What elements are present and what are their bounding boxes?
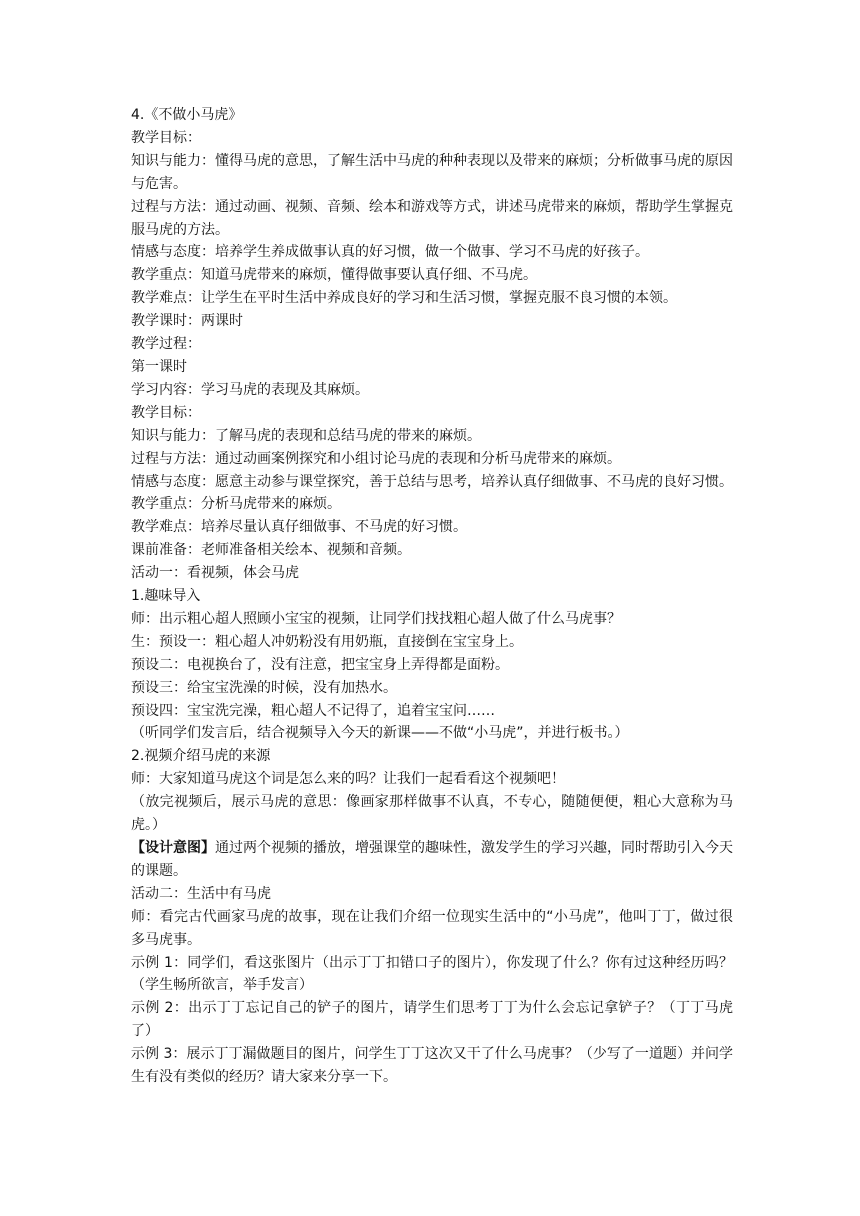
paragraph: 预设三：给宝宝洗澡的时候，没有加热水。 [131, 679, 397, 696]
paragraph-group-main [131, 104, 733, 837]
paragraph: 1.趣味导入 [131, 588, 201, 605]
design-intent-tag: 【设计意图】 [131, 840, 215, 856]
paragraph: 师：出示粗心超人照顾小宝宝的视频，让同学们找找粗心超人做了什么马虎事？ [131, 610, 621, 627]
paragraph: 示例 1：同学们，看这张图片（出示丁丁扣错口子的图片），你发现了什么？你有过这种经历吗？（学生畅所欲言，举手发言） [131, 954, 733, 994]
paragraph: 2.视频介绍马虎的来源 [131, 748, 271, 765]
paragraph: 活动一：看视频，体会马虎 [131, 565, 299, 582]
paragraph: 情感与态度：愿意主动参与课堂探究，善于总结与思考，培养认真仔细做事、不马虎的良好习惯。 [131, 473, 733, 490]
paragraph: 知识与能力：懂得马虎的意思，了解生活中马虎的种种表现以及带来的麻烦；分析做事马虎的原因与危害。 [131, 152, 733, 192]
paragraph: （听同学们发言后，结合视频导入今天的新课——不做“小马虎”，并进行板书。） [131, 725, 629, 742]
paragraph: 生：预设一：粗心超人冲奶粉没有用奶瓶，直接倒在宝宝身上。 [131, 633, 523, 650]
paragraph: 教学目标： [131, 404, 201, 421]
document-page [131, 104, 733, 1089]
paragraph: 过程与方法：通过动画、视频、音频、绘本和游戏等方式，讲述马虎带来的麻烦，帮助学生掌握克服马虎的方法。 [131, 198, 733, 238]
paragraph: 师：大家知道马虎这个词是怎么来的吗？让我们一起看看这个视频吧！ [131, 771, 565, 788]
paragraph: 活动二：生活中有马虎 [131, 885, 271, 902]
design-intent-text: 通过两个视频的播放，增强课堂的趣味性，激发学生的学习兴趣，同时帮助引入今天的课题。 [131, 840, 733, 879]
paragraph: 学习内容：学习马虎的表现及其麻烦。 [131, 381, 369, 398]
paragraph: 教学过程： [131, 336, 201, 353]
design-intent-paragraph [131, 837, 733, 883]
paragraph: 4.《不做小马虎》 [131, 107, 243, 123]
paragraph: 教学课时：两课时 [131, 313, 243, 330]
paragraph: 知识与能力：了解马虎的表现和总结马虎的带来的麻烦。 [131, 427, 481, 444]
paragraph-group-activity-two [131, 883, 733, 1089]
paragraph: 第一课时 [131, 358, 187, 375]
paragraph: 示例 3：展示丁丁漏做题目的图片，问学生丁丁这次又干了什么马虎事？（少写了一道题）并问学生有没有类似的经历？请大家来分享一下。 [131, 1046, 733, 1086]
paragraph: 教学目标： [131, 129, 201, 146]
paragraph: 情感与态度：培养学生养成做事认真的好习惯，做一个做事、学习不马虎的好孩子。 [131, 244, 649, 261]
paragraph: 师：看完古代画家马虎的故事，现在让我们介绍一位现实生活中的“小马虎”，他叫丁丁，做过很多马虎事。 [131, 908, 733, 948]
paragraph: （放完视频后，展示马虎的意思：像画家那样做事不认真，不专心，随随便便，粗心大意称为马虎。） [131, 794, 733, 834]
paragraph: 教学难点：让学生在平时生活中养成良好的学习和生活习惯，掌握克服不良习惯的本领。 [131, 290, 677, 307]
paragraph: 教学重点：知道马虎带来的麻烦，懂得做事要认真仔细、不马虎。 [131, 267, 537, 284]
paragraph: 预设四：宝宝洗完澡，粗心超人不记得了，追着宝宝问…… [131, 702, 495, 719]
paragraph: 示例 2：出示丁丁忘记自己的铲子的图片，请学生们思考丁丁为什么会忘记拿铲子？（丁丁马虎了） [131, 1000, 733, 1040]
paragraph: 教学重点：分析马虎带来的麻烦。 [131, 496, 341, 513]
paragraph: 教学难点：培养尽量认真仔细做事、不马虎的好习惯。 [131, 519, 467, 536]
paragraph: 过程与方法：通过动画案例探究和小组讨论马虎的表现和分析马虎带来的麻烦。 [131, 450, 621, 467]
paragraph: 课前准备：老师准备相关绘本、视频和音频。 [131, 542, 411, 559]
paragraph: 预设二：电视换台了，没有注意，把宝宝身上弄得都是面粉。 [131, 656, 509, 673]
